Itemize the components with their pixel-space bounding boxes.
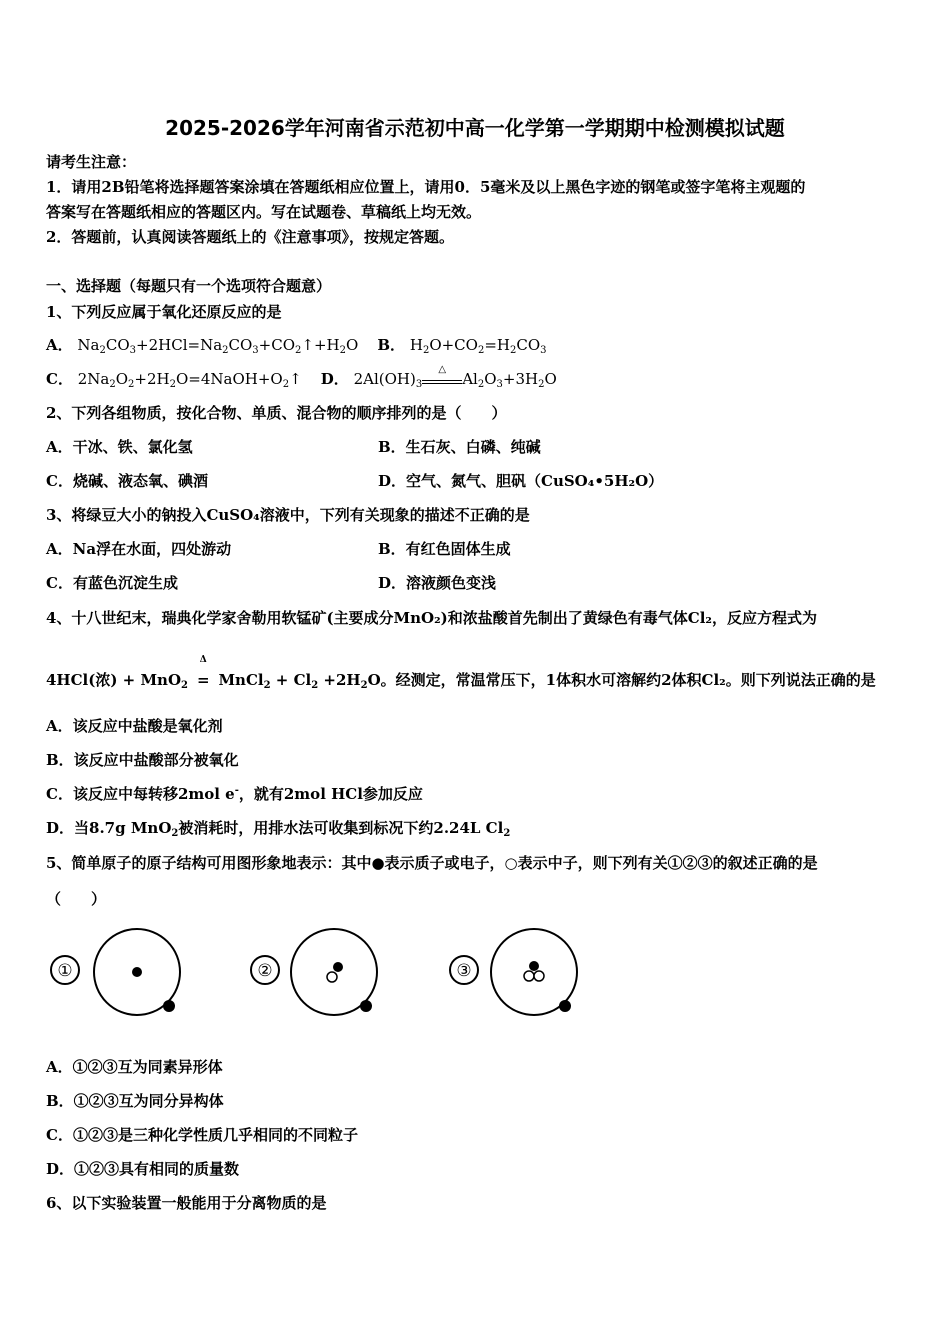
atom-2-neutron	[327, 972, 337, 982]
atom-2-proton	[333, 962, 343, 972]
heating-condition-arrow: △	[422, 372, 462, 384]
q1-a-label: A．	[46, 336, 73, 354]
q5-stem-1: 5、简单原子的原子结构可用图形象地表示：其中●表示质子或电子，○表示中子，则下列有关①②③的叙述正确的是	[46, 854, 818, 872]
q5-option-a: A．①②③互为同素异形体	[46, 1058, 223, 1076]
notice-item-1a: 1．请用2B铅笔将选择题答案涂填在答题纸相应位置上，请用0．5毫米及以上黑色字迹的钢笔或签字笔将主观题的	[46, 178, 806, 196]
notice-item-2: 2．答题前，认真阅读答题纸上的《注意事项》，按规定答题。	[46, 228, 454, 246]
q5-stem-2: （ ）	[46, 890, 107, 908]
q4-stem-2: 4HCl(浓) + MnO$_2$ Δ = MnCl$_2$ + $Cl_2 +2H_2O$。经测定，常温常压下，1体积水可溶解约2体积Cl₂。则下列说法正确的是	[46, 655, 876, 691]
q1-b-equation: $H_2O+CO_2=H_2CO_3$	[409, 336, 547, 356]
q2-option-d: D．空气、氮气、胆矾（CuSO₄•5H₂O）	[378, 472, 664, 490]
atom-2-diagram	[251, 929, 377, 1015]
q3-stem: 3、将绿豆大小的钠投入CuSO₄溶液中，下列有关现象的描述不正确的是	[46, 506, 530, 524]
page-title: 2025-2026学年河南省示范初中高一化学第一学期期中检测模拟试题	[165, 116, 785, 140]
atom-1-diagram	[51, 929, 180, 1015]
q1-options-cd	[46, 364, 557, 390]
atom-1-proton	[132, 967, 142, 977]
q1-b-label: B．	[377, 336, 406, 354]
atom-diagrams	[44, 922, 584, 1030]
q1-d-label: D．	[320, 370, 349, 388]
atom-3-neutron-1	[524, 971, 534, 981]
q5-option-c: C．①②③是三种化学性质几乎相同的不同粒子	[46, 1126, 358, 1144]
q2-stem: 2、下列各组物质，按化合物、单质、混合物的顺序排列的是（ ）	[46, 404, 507, 422]
q3-option-b: B．有红色固体生成	[378, 540, 511, 558]
q2-option-c: C．烧碱、液态氧、碘酒	[46, 472, 208, 490]
q4-option-a: A．该反应中盐酸是氧化剂	[46, 717, 223, 735]
q1-c-label: C．	[46, 370, 73, 388]
q6-stem: 6、以下实验装置一般能用于分离物质的是	[46, 1194, 327, 1212]
atom-1-label: ①	[57, 961, 73, 981]
q1-options-ab	[46, 335, 547, 355]
atom-3-proton	[529, 961, 539, 971]
atom-3-diagram	[450, 929, 577, 1015]
atom-3-electron	[559, 1000, 571, 1012]
q4-option-c: C．该反应中每转移2mol e-，就有2mol HCl参加反应	[46, 785, 423, 803]
q1-d-equation: $2Al(OH)_3$ △ $Al_2O_3+3H_2O$	[353, 364, 557, 390]
q3-option-c: C．有蓝色沉淀生成	[46, 574, 178, 592]
q1-stem: 1、下列反应属于氧化还原反应的是	[46, 303, 282, 321]
q2-option-a: A．干冰、铁、氯化氢	[46, 438, 193, 456]
q1-a-equation: $Na_2CO_3+2HCl=Na_2CO_3+CO_2↑+H_2O$	[77, 336, 359, 356]
q4-stem-1: 4、十八世纪末，瑞典化学家舍勒用软锰矿(主要成分MnO₂)和浓盐酸首先制出了黄绿色有毒气体Cl₂，反应方程式为	[46, 609, 817, 627]
q4-option-d: D．当8.7g MnO$_2$被消耗时，用排水法可收集到标况下约2.24L $Cl_2$	[46, 819, 511, 839]
section-heading: 一、选择题（每题只有一个选项符合题意）	[46, 277, 332, 295]
atom-1-electron	[163, 1000, 175, 1012]
atom-2-electron	[360, 1000, 372, 1012]
q3-option-d: D．溶液颜色变浅	[378, 574, 497, 592]
q2-option-b: B．生石灰、白磷、纯碱	[378, 438, 541, 456]
q1-c-equation: $2Na_2O_2+2H_2O=4NaOH+O_2↑$	[77, 370, 302, 390]
atom-3-label: ③	[456, 961, 472, 981]
q5-option-d: D．①②③具有相同的质量数	[46, 1160, 240, 1178]
notice-heading: 请考生注意：	[46, 153, 137, 171]
atom-3-neutron-2	[534, 971, 544, 981]
q4-condition: Δ =	[196, 655, 210, 689]
q5-option-b: B．①②③互为同分异构体	[46, 1092, 224, 1110]
q3-option-a: A．Na浮在水面，四处游动	[46, 540, 232, 558]
notice-item-1b: 答案写在答题纸相应的答题区内。写在试题卷、草稿纸上均无效。	[46, 203, 482, 221]
q4-option-b: B．该反应中盐酸部分被氧化	[46, 751, 239, 769]
atom-2-label: ②	[257, 961, 273, 981]
